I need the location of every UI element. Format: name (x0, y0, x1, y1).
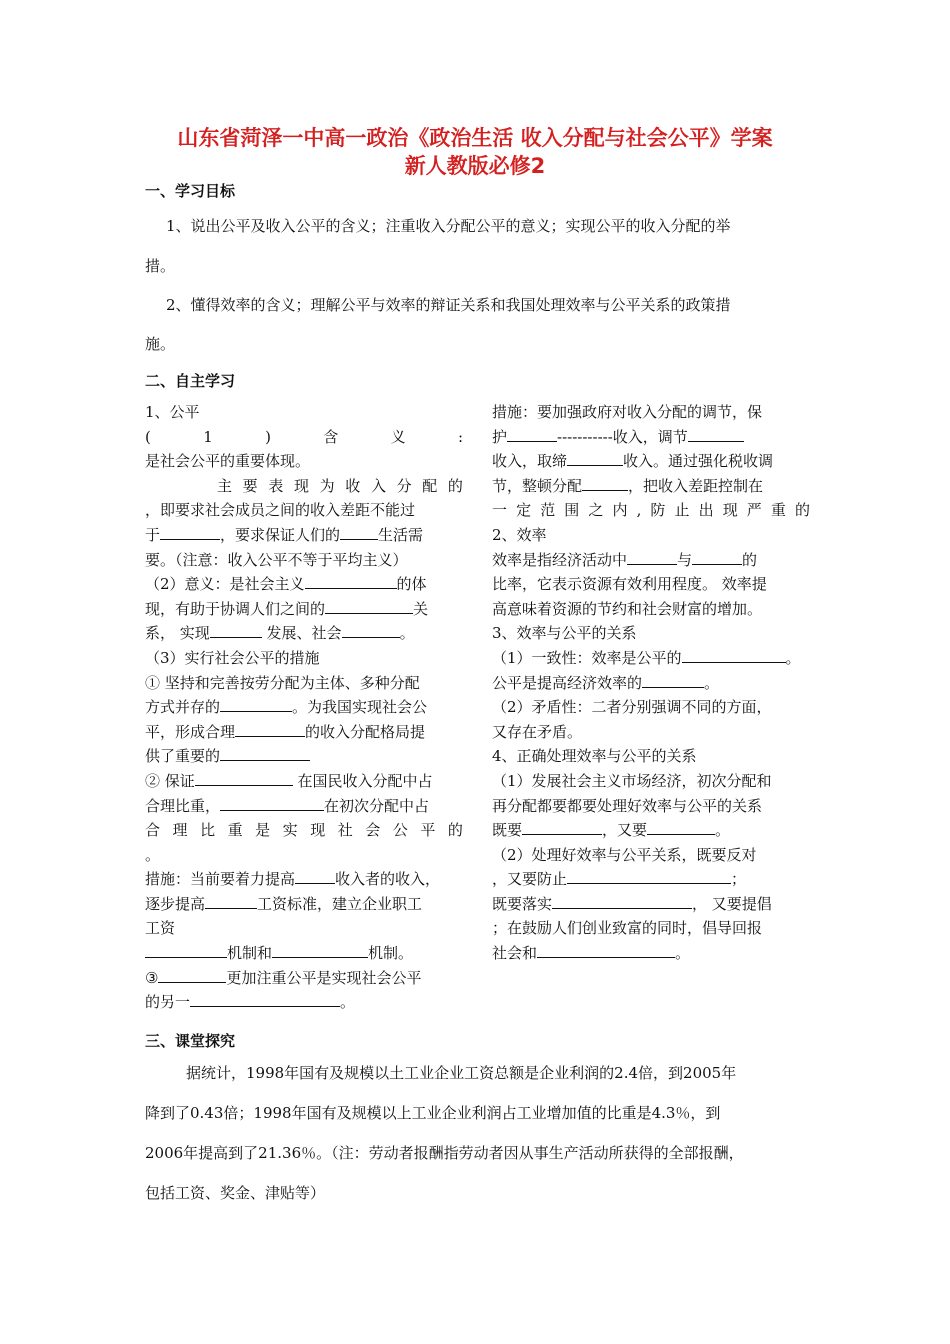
fill-blank[interactable] (682, 647, 786, 663)
right-line: 4、正确处理效率与公平的关系 (492, 747, 697, 766)
right-line: （1）一致性：效率是公平的 。 (492, 648, 801, 667)
fill-blank[interactable] (210, 622, 262, 638)
right-line: （2）处理好效率与公平关系，既要反对 (492, 845, 757, 864)
fill-blank[interactable] (195, 770, 293, 786)
right-line: ，又要防止 ； (492, 870, 747, 889)
fill-blank[interactable] (158, 967, 226, 983)
right-line: 节，整顿分配 ，把收入差距控制在 (492, 476, 764, 495)
left-line: 方式并存的 。为我国实现社会公 (145, 698, 428, 717)
title-line-2: 新人教版必修2 (404, 154, 546, 178)
left-line: 1、公平 (145, 403, 200, 421)
section-heading-self-study: 二、自主学习 (145, 372, 236, 390)
fill-blank[interactable] (507, 426, 557, 442)
left-line: 逐步提高 工资标准，建立企业职工 (145, 894, 423, 913)
left-line: 。 (145, 845, 161, 864)
fill-blank[interactable] (642, 672, 704, 688)
left-line: 合理比重， 在初次分配中占 (145, 796, 430, 815)
left-line-spread: ( 1 ) 含 义 : (145, 427, 463, 446)
explore-line-1: 据统计，1998年国有及规模以土工业企业工资总额是企业利润的2.4倍，到2005年 (186, 1064, 737, 1082)
fill-blank[interactable] (220, 795, 324, 811)
left-line: 机制和 机制。 (145, 941, 463, 966)
left-line: （2）意义：是社会主义 的体 (145, 575, 427, 594)
right-line: 护 -----------收入，调节 (492, 425, 810, 450)
goal-2-line-1: 2、懂得效率的含义；理解公平与效率的辩证关系和我国处理效率与公平关系的政策措 (166, 296, 731, 314)
left-line-spread: 合 理 比 重 是 实 现 社 会 公 平 的 (145, 821, 463, 840)
goal-1-line-1: 1、说出公平及收入公平的含义；注重收入分配公平的意义；实现公平的收入分配的举 (166, 217, 731, 235)
right-line: 3、效率与公平的关系 (492, 624, 637, 643)
right-line: 收入，取缔 收入。通过强化税收调 (492, 452, 774, 471)
fill-blank[interactable] (325, 598, 413, 614)
fill-blank[interactable] (567, 868, 731, 884)
fill-blank[interactable] (305, 573, 397, 589)
fill-blank[interactable] (205, 893, 257, 909)
left-line: 系， 实现 发展、社会 。 (145, 624, 415, 643)
left-column (145, 400, 463, 1015)
fill-blank[interactable] (627, 549, 677, 565)
goal-2-line-2: 施。 (145, 335, 176, 353)
fill-blank[interactable] (552, 893, 692, 909)
left-line: 是社会公平的重要体现。 (145, 452, 311, 471)
fill-blank[interactable] (145, 942, 227, 958)
fill-blank[interactable] (340, 524, 378, 540)
left-line: 措施：当前要着力提高 收入者的收入， (145, 870, 441, 889)
fill-blank[interactable] (190, 991, 340, 1007)
explore-line-4: 包括工资、奖金、津贴等） (145, 1184, 326, 1202)
fill-blank[interactable] (342, 622, 400, 638)
fill-blank[interactable] (160, 524, 220, 540)
left-line: 工资 (145, 919, 176, 938)
section-heading-goals: 一、学习目标 (145, 182, 236, 200)
right-line: 社会和 。 (492, 944, 691, 963)
fill-blank[interactable] (235, 721, 305, 737)
right-line: 又存在矛盾。 (492, 722, 583, 741)
goal-1-line-2: 措。 (145, 257, 176, 275)
right-line: 既要 ，又要 。 (492, 821, 731, 840)
left-line: 要。（注意：收入公平不等于平均主义） (145, 550, 408, 569)
fill-blank[interactable] (220, 745, 310, 761)
fill-blank[interactable] (272, 942, 368, 958)
fill-blank[interactable] (688, 426, 744, 442)
right-line-spread: 一 定 范 围 之 内 , 防 止 出 现 严 重 的 (492, 501, 810, 520)
fill-blank[interactable] (220, 696, 292, 712)
right-line: 措施：要加强政府对收入分配的调节，保 (492, 403, 763, 421)
fill-blank[interactable] (567, 450, 623, 466)
left-line: （3）实行社会公平的措施 (145, 648, 320, 667)
left-line: 现，有助于协调人们之间的 关 (145, 599, 429, 618)
left-line-spread: 主 要 表 现 为 收 入 分 配 的 (217, 476, 463, 495)
right-line: 公平是提高经济效率的 。 (492, 673, 720, 692)
right-line: 再分配都要都要处理好效率与公平的关系 (492, 796, 763, 815)
right-line: （2）矛盾性：二者分别强调不同的方面， (492, 698, 772, 717)
left-line: 的另一 。 (145, 993, 356, 1012)
left-line: ，即要求社会成员之间的收入差距不能过 (145, 501, 416, 520)
right-line: 高意味着资源的节约和社会财富的增加。 (492, 599, 763, 618)
right-line: 比率，它表示资源有效利用程度。 效率提 (492, 575, 767, 594)
left-line: 供了重要的 (145, 744, 463, 769)
left-line: ③ 更加注重公平是实现社会公平 (145, 968, 422, 987)
fill-blank[interactable] (537, 942, 675, 958)
title-line-1: 山东省菏泽一中高一政治《政治生活 收入分配与社会公平》学案 (177, 126, 773, 150)
fill-blank[interactable] (522, 819, 602, 835)
right-line: 2、效率 (492, 525, 547, 544)
fill-blank[interactable] (295, 868, 335, 884)
explore-line-2: 降到了0.43倍；1998年国有及规模以上工业企业利润占工业增加值的比重是4.3％，到 (145, 1104, 721, 1122)
right-line: 效率是指经济活动中 与 的 (492, 550, 758, 569)
right-line: ；在鼓励人们创业致富的同时，倡导回报 (492, 919, 763, 938)
right-line: （1）发展社会主义市场经济，初次分配和 (492, 771, 772, 790)
fill-blank[interactable] (647, 819, 715, 835)
left-line: ① 坚持和完善按劳分配为主体、多种分配 (145, 673, 420, 692)
left-line: 于 ，要求保证人们的 生活需 (145, 525, 424, 544)
section-heading-classroom: 三、课堂探究 (145, 1032, 236, 1050)
right-column (492, 400, 810, 966)
fill-blank[interactable] (692, 549, 742, 565)
fill-blank[interactable] (582, 475, 628, 491)
left-line: 平，形成合理 的收入分配格局提 (145, 722, 426, 741)
right-line: 既要落实 ， 又要提倡 (492, 894, 772, 913)
left-line: ② 保证 在国民收入分配中占 (145, 771, 433, 790)
explore-line-3: 2006年提高到了21.36％。（注：劳动者报酬指劳动者因从事生产活动所获得的全部报酬， (145, 1144, 744, 1162)
